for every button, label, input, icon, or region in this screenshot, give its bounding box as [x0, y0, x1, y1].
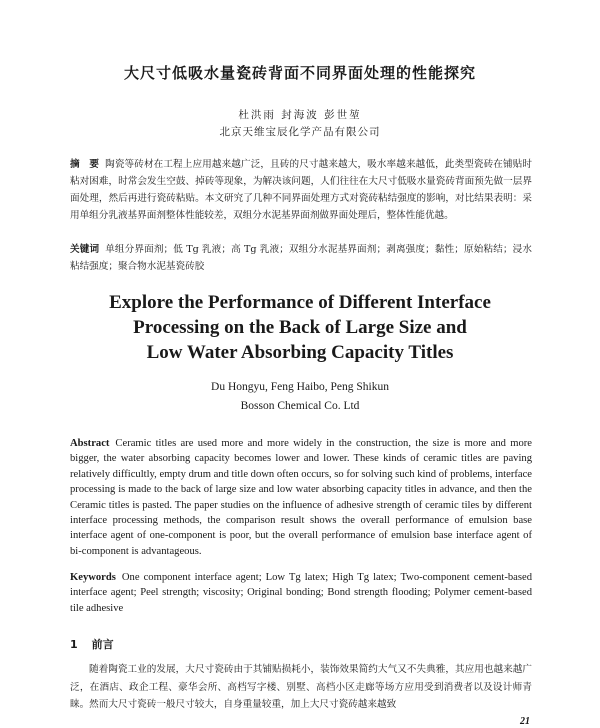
section-title: 前言	[91, 638, 114, 651]
english-keywords-label: Keywords	[70, 572, 116, 583]
introduction-paragraph: 随着陶瓷工业的发展，大尺寸瓷砖由于其铺贴损耗小，装饰效果简约大气又不失典雅，其应用也越来越广泛，在酒店、政企工程、豪华会所、高档写字楼、别墅、高档小区走廊等场方应用受到消费者以及设计师青睐。然而大尺寸瓷砖一般尺寸较大，自身重量较重，加上大尺寸瓷砖越来越致	[70, 664, 532, 710]
page-number: 21	[520, 716, 530, 727]
english-affiliation: Bosson Chemical Co. Ltd	[240, 400, 360, 412]
chinese-abstract	[70, 156, 532, 224]
english-title-line: Processing on the Back of Large Size and	[133, 317, 467, 338]
chinese-abstract-label: 摘 要	[70, 159, 100, 170]
chinese-abstract-text: 陶瓷等砖材在工程上应用越来越广泛，且砖的尺寸越来越大，吸水率越来越低，此类型瓷砖在铺贴时粘对困难，时常会发生空鼓、掉砖等现象，为解决该问题，人们往往在大尺寸低吸水量瓷砖背面预先做一层界面处理，然后再进行瓷砖粘贴。本文研究了几种不同界面处理方式对瓷砖粘结强度的影响，对比结果表明：采用单组分乳液基界面剂整体性能较差，双组分水泥基界面剂做界面处理后，整体性能优越。	[70, 159, 533, 221]
chinese-keywords	[70, 241, 532, 275]
english-abstract-text: Ceramic titles are used more and more widely in the construction, the size is more and more bigger, the water absorbing capacity becomes lower and lower. These kinds of ceramic titles are paving relatively difficultly, empty drum and title down often occurs, so for solving such kind of problems, interface processing is made to the back of large size and low water absorbing capacity titles in advance, and then the Ceramic titles is pasted. The paper studies on the influence of adhesive strength of ceramic tiles by different interface processing methods, the comparison result shows the overall performance of emulsion base interface agent of one-component is poor, but the overall performance of emulsion base interface agent of bi-component is advantageous.	[70, 438, 532, 557]
chinese-affiliation: 北京天维宝辰化学产品有限公司	[219, 126, 381, 138]
english-authors: Du Hongyu, Feng Haibo, Peng Shikun	[211, 381, 389, 393]
english-keywords	[70, 570, 532, 616]
english-abstract-label: Abstract	[70, 438, 110, 449]
chinese-title: 大尺寸低吸水量瓷砖背面不同界面处理的性能探究	[123, 64, 476, 82]
chinese-keywords-label: 关键词	[70, 244, 100, 255]
english-title-line: Low Water Absorbing Capacity Titles	[146, 342, 454, 363]
english-title	[0, 290, 600, 365]
chinese-keywords-text: 单组分界面剂；低 Tg 乳液；高 Tg 乳液；双组分水泥基界面剂；剥离强度；黏性；原始粘结；浸水粘结强度；聚合物水泥基瓷砖胶	[70, 244, 532, 272]
section-number: 1	[70, 638, 78, 651]
english-abstract	[70, 436, 532, 559]
chinese-authors: 杜洪雨 封海波 彭世堃	[238, 109, 362, 121]
section-heading	[70, 636, 114, 652]
english-keywords-text: One component interface agent; Low Tg latex; High Tg latex; Two-component cement-based interface agent; Peel strength; viscosity; Original bonding; Bond strength flooding; Polymer cement-based tile adhesive	[70, 572, 532, 614]
english-title-line: Explore the Performance of Different Interface	[109, 292, 491, 313]
